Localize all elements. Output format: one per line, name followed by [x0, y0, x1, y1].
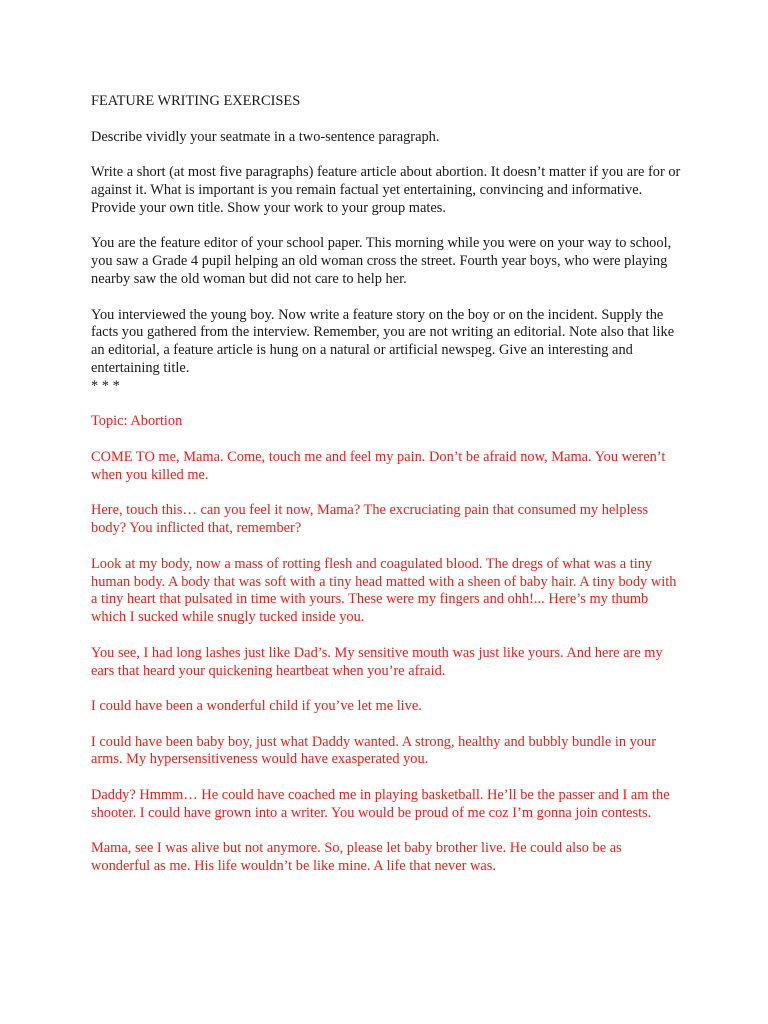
- exercise-paragraph: Write a short (at most five paragraphs) feature article about abortion. It doesn’t matter if you are for or against it. What is important is you remain factual yet entertaining, convincing and informative. Provide your own title. Show your work to your group mates.: [91, 164, 681, 216]
- story-paragraph: Look at my body, now a mass of rotting flesh and coagulated blood. The dregs of what was a tiny human body. A body that was soft with a tiny head matted with a sheen of baby hair. A tiny body with a tiny heart that pulsated in time with yours. These were my fingers and ohh!... Here’s my thumb which I sucked while snugly tucked inside you.: [91, 555, 677, 626]
- story-paragraph: I could have been a wonderful child if you’ve let me live.: [91, 698, 422, 715]
- story-paragraph: Daddy? Hmmm… He could have coached me in playing basketball. He’ll be the passer and I am the shooter. I could have grown into a writer. You would be proud of me coz I’m gonna join contests.: [91, 787, 670, 821]
- story-paragraph: Here, touch this… can you feel it now, Mama? The excruciating pain that consumed my helpless body? You inflicted that, remember?: [91, 502, 649, 537]
- story-paragraph: Mama, see I was alive but not anymore. So, please let baby brother live. He could also be as wonderful as me. His life wouldn’t be like mine. A life that never was.: [91, 840, 622, 875]
- story-paragraph: I could have been baby boy, just what Daddy wanted. A strong, healthy and bubbly bundle in your arms. My hypersensitiveness would have exasperated you.: [91, 733, 656, 768]
- exercise-paragraph: You interviewed the young boy. Now write a feature story on the boy or on the incident. Supply the facts you gathered from the interview. Remember, you are not writing an editorial. Note also that like an editorial, a feature article is hung on a natural or artificial newspeg. Give an interesting and entertaining title.: [91, 306, 675, 376]
- document-body: [91, 93, 683, 894]
- exercise-paragraph: You are the feature editor of your school paper. This morning while you were on your way to school, you saw a Grade 4 pupil helping an old woman cross the street. Fourth year boys, who were playing nearby saw the old woman but did not care to help her.: [91, 235, 672, 287]
- exercise-paragraph: Describe vividly your seatmate in a two-sentence paragraph.: [91, 128, 440, 145]
- document-title: FEATURE WRITING EXERCISES: [91, 93, 301, 109]
- story-topic: Topic: Abortion: [91, 413, 183, 430]
- section-separator: * * *: [91, 377, 120, 394]
- story-paragraph: You see, I had long lashes just like Dad’s. My sensitive mouth was just like yours. And here are my ears that heard your quickening heartbeat when you’re afraid.: [91, 644, 663, 679]
- story-paragraph: COME TO me, Mama. Come, touch me and feel my pain. Don’t be afraid now, Mama. You weren’t when you killed me.: [91, 448, 666, 483]
